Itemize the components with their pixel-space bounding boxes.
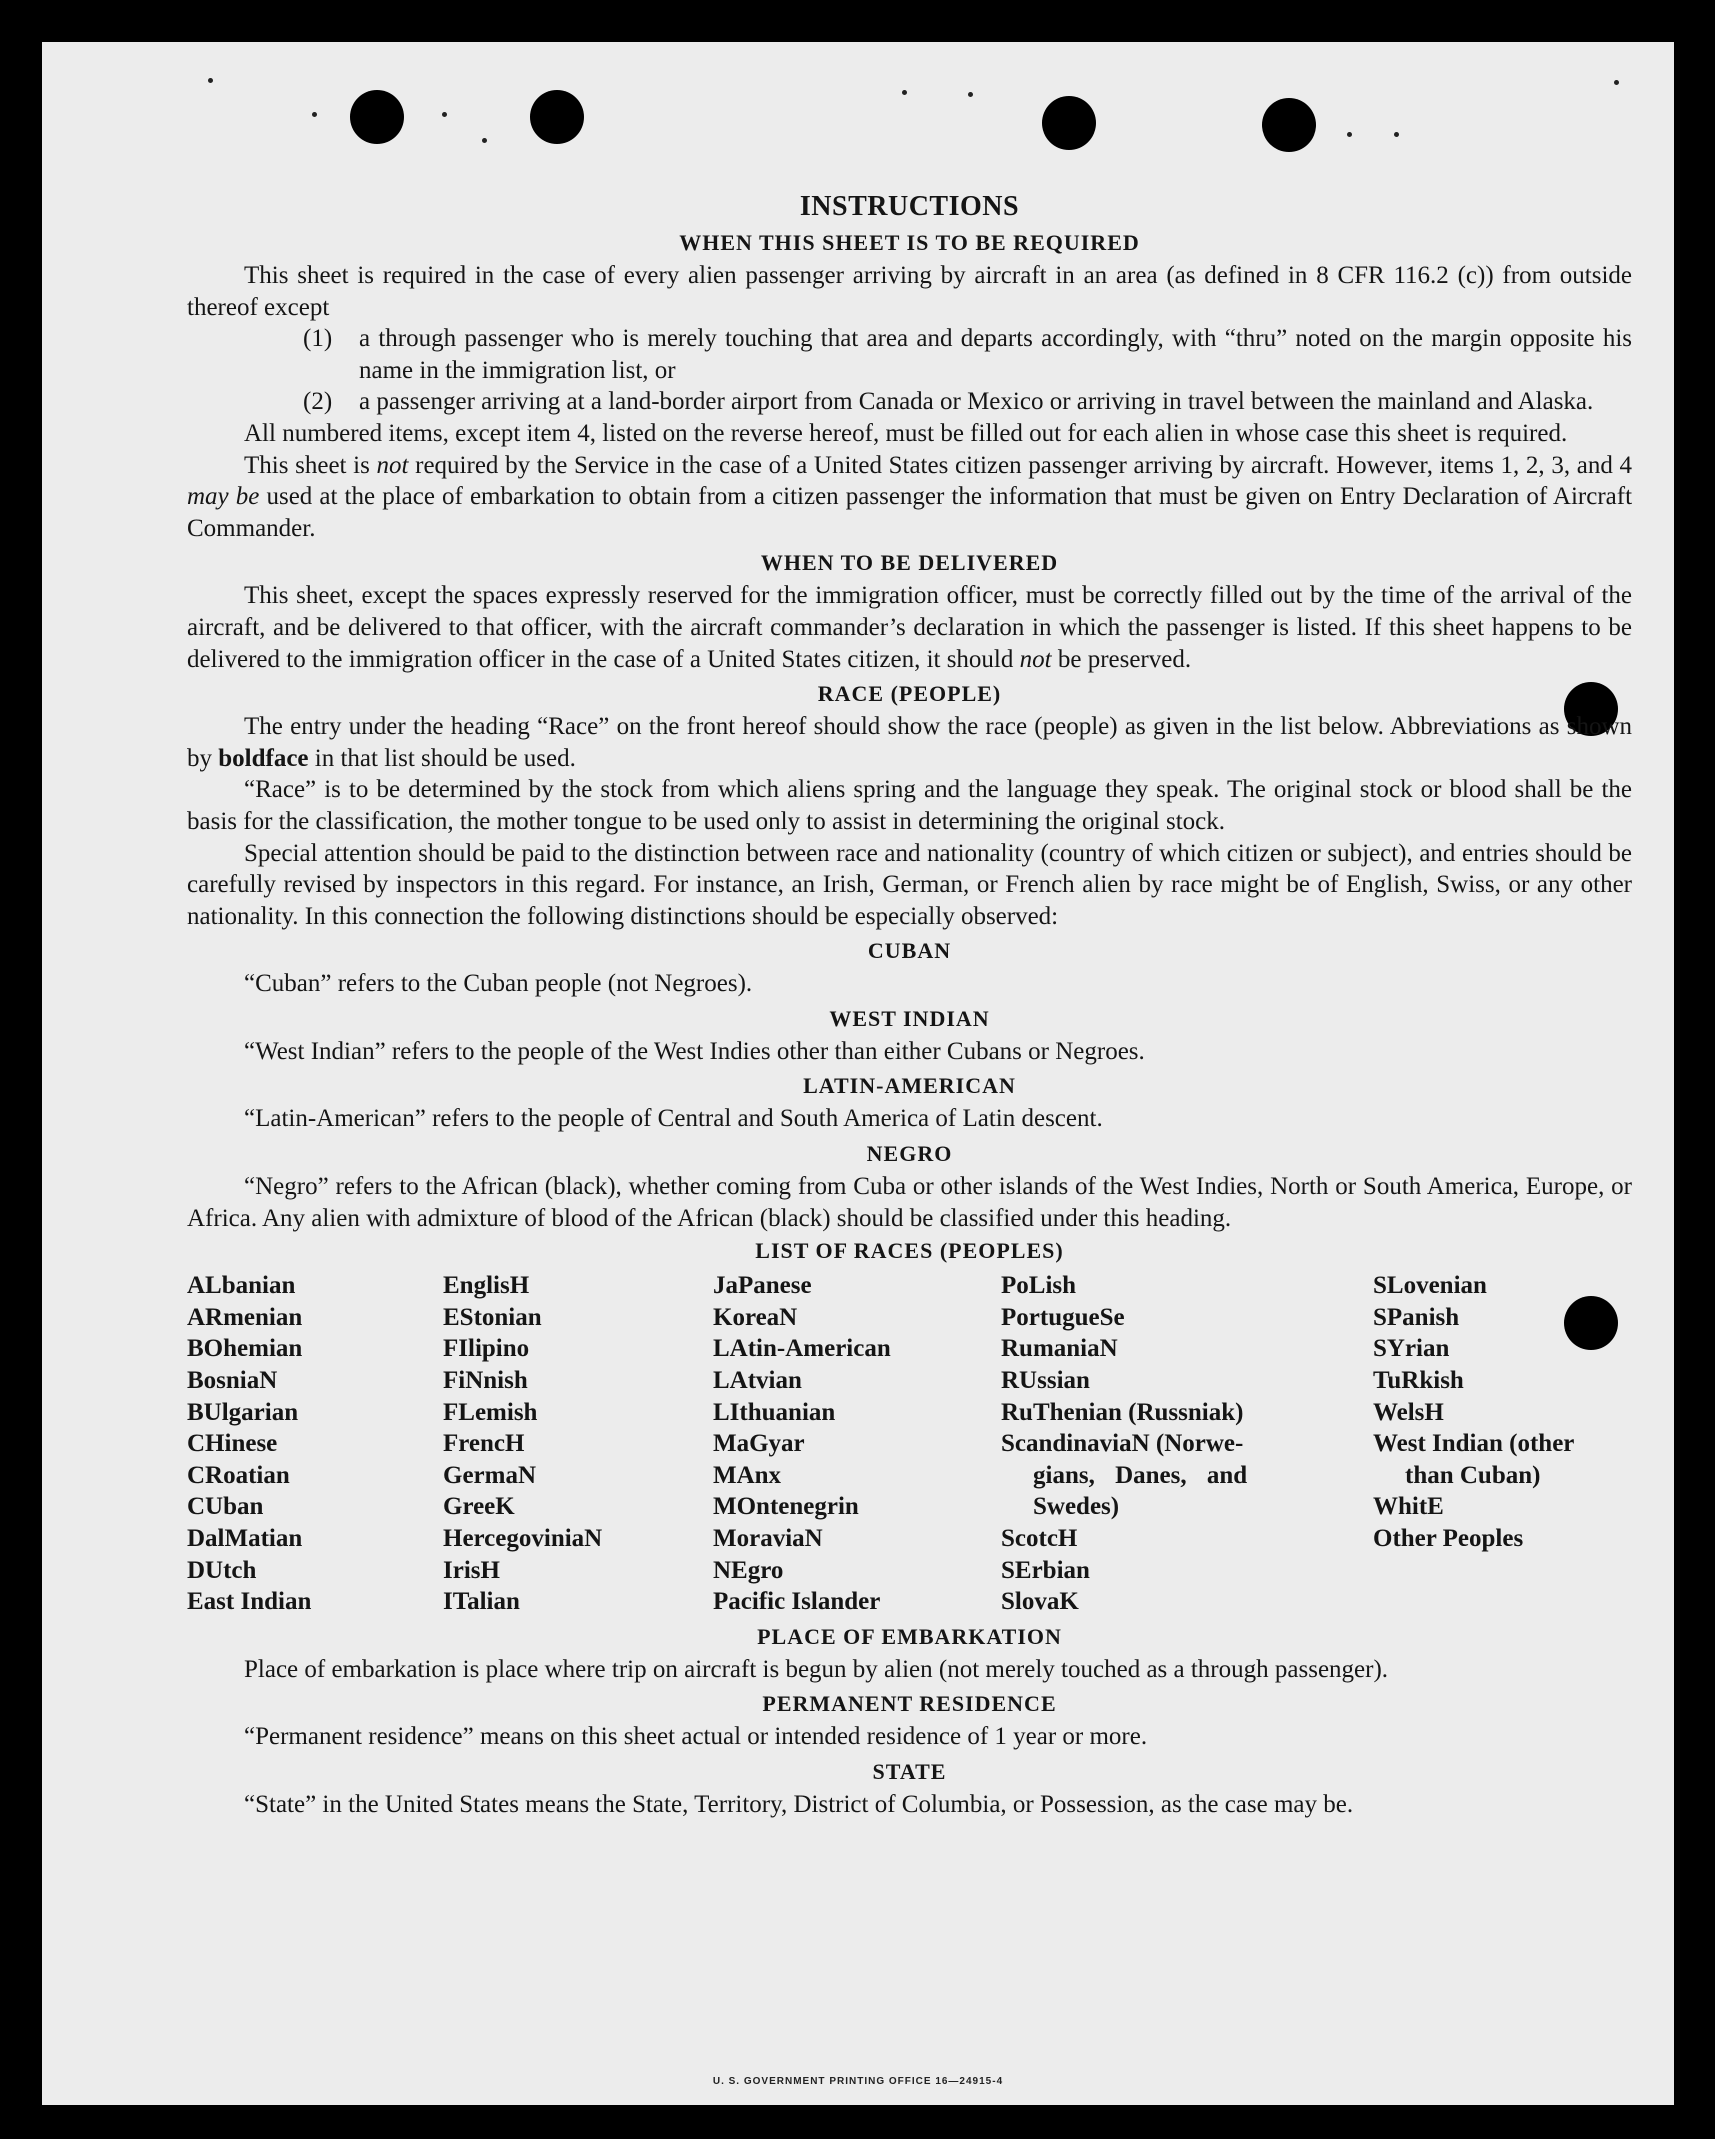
heading-west-indian: WEST INDIAN [829, 1005, 990, 1031]
heading-required: WHEN THIS SHEET IS TO BE REQUIRED [679, 230, 1140, 255]
list-item: KoreaN [713, 1303, 798, 1331]
list-item: RUssian [1001, 1367, 1090, 1395]
list-item: BUlgarian [187, 1398, 299, 1426]
list-item: SYrian [1373, 1335, 1450, 1363]
list-item: West Indian (other [1373, 1430, 1575, 1458]
speck [442, 112, 447, 117]
list-item: MoraviaN [713, 1525, 823, 1552]
west-indian-definition: “West Indian” refers to the people of the West Indies other than either Cubans or Negroes. [244, 1037, 1145, 1065]
list-item: CUban [187, 1493, 264, 1521]
race-paragraph-3: Special attention should be paid to the distinction between race and nationality (country of which citizen or subject), and entries should be carefully revised by inspectors in this regard. For instance, an Irish, German, or French alien by race might be of English, Swiss, or any other nationality. In this connection the following distinctions should be especially observed: [187, 839, 1632, 930]
races-column-1 [187, 1270, 443, 1618]
heading-state: STATE [872, 1758, 947, 1784]
list-item: GreeK [443, 1493, 515, 1521]
required-intro: This sheet is required in the case of every alien passenger arriving by aircraft in an area (as defined in 8 CFR 116.2 (c)) from outside thereof except [187, 262, 1632, 321]
heading-delivered: WHEN TO BE DELIVERED [760, 550, 1059, 576]
list-item: LIthuanian [713, 1398, 836, 1426]
list-item: GermaN [443, 1461, 537, 1489]
list-item: EnglisH [443, 1272, 530, 1300]
races-column-4 [1001, 1270, 1373, 1618]
item-text: a passenger arriving at a land-border airport from Canada or Mexico or arriving in travel between the mainland and Alaska. [359, 388, 1594, 416]
page-title: INSTRUCTIONS [799, 191, 1020, 222]
list-item: East Indian [187, 1588, 312, 1616]
punch-hole [350, 90, 404, 144]
list-item: DUtch [187, 1556, 257, 1584]
list-item: SLovenian [1373, 1272, 1487, 1300]
list-item: SErbian [1001, 1556, 1090, 1584]
latin-american-definition: “Latin-American” refers to the people of Central and South America of Latin descent. [244, 1105, 1103, 1133]
race-paragraph-1: The entry under the heading “Race” on the front hereof should show the race (people) as given in the list below. Abbreviations as shown by boldface in that list should be used. [187, 713, 1632, 772]
residence-definition: “Permanent residence” means on this sheet actual or intended residence of 1 year or more. [244, 1723, 1148, 1751]
speck [482, 138, 487, 143]
speck [1394, 132, 1399, 137]
list-item: WhitE [1373, 1493, 1444, 1521]
speck [208, 78, 213, 83]
punch-hole [530, 90, 584, 144]
list-item: FrencH [443, 1430, 525, 1458]
list-item: LAtvian [713, 1367, 802, 1395]
list-item: ITalian [443, 1588, 520, 1616]
list-item: DalMatian [187, 1525, 303, 1552]
list-item: TuRkish [1373, 1367, 1464, 1395]
list-item: SlovaK [1001, 1588, 1079, 1616]
list-item: ALbanian [187, 1272, 296, 1300]
printer-imprint: U. S. GOVERNMENT PRINTING OFFICE 16—24915-4 [712, 2076, 1004, 2087]
list-item: WelsH [1373, 1398, 1444, 1426]
heading-race: RACE (PEOPLE) [817, 681, 1002, 707]
numbered-items-paragraph: All numbered items, except item 4, listed on the reverse hereof, must be filled out for each alien in whose case this sheet is required. [244, 419, 1568, 447]
negro-definition: “Negro” refers to the African (black), whether coming from Cuba or other islands of the West Indies, North or South America, Europe, or Africa. Any alien with admixture of blood of the African (black) should be classified under this heading. [187, 1173, 1632, 1232]
list-item: BOhemian [187, 1335, 303, 1363]
list-item: CHinese [187, 1430, 278, 1458]
speck [902, 90, 907, 95]
heading-embarkation: PLACE OF EMBARKATION [757, 1623, 1062, 1649]
list-item: SPanish [1373, 1303, 1460, 1331]
list-item: PoLish [1001, 1272, 1077, 1300]
exception-item-2 [303, 386, 1632, 418]
list-item: PortugueSe [1001, 1303, 1125, 1331]
speck [312, 112, 317, 117]
list-item: Swedes) [1033, 1493, 1120, 1521]
punch-hole [1262, 98, 1316, 152]
list-item: gians, Danes, and [1033, 1461, 1248, 1489]
punch-hole [1042, 96, 1096, 150]
list-item: IrisH [443, 1556, 500, 1584]
list-item: ARmenian [187, 1303, 303, 1331]
list-item: than Cuban) [1405, 1461, 1541, 1489]
list-item: ScandinaviaN (Norwe- [1001, 1430, 1244, 1458]
citizen-paragraph: This sheet is not required by the Service in the case of a United States citizen passenger arriving by aircraft. However, items 1, 2, 3, and 4 may be used at the place of embarkation to obtain from a citizen passenger the information that must be given on Entry Declaration of Aircraft Commander. [187, 451, 1633, 542]
list-item: Pacific Islander [713, 1588, 881, 1616]
list-item: JaPanese [713, 1272, 812, 1300]
document-page [42, 42, 1674, 2105]
speck [1614, 80, 1619, 85]
heading-latin-american: LATIN-AMERICAN [803, 1073, 1016, 1099]
instructions-body [187, 190, 1632, 1821]
item-number: (2) [303, 388, 333, 416]
list-item: RumaniaN [1001, 1335, 1118, 1363]
speck [1347, 132, 1352, 137]
races-column-3 [713, 1270, 1001, 1618]
races-column-5 [1373, 1270, 1632, 1618]
heading-races-list: LIST OF RACES (PEOPLES) [755, 1238, 1064, 1264]
embarkation-definition: Place of embarkation is place where trip on aircraft is begun by alien (not merely touched as a through passenger). [244, 1655, 1389, 1683]
cuban-definition: “Cuban” refers to the Cuban people (not Negroes). [244, 970, 753, 998]
heading-residence: PERMANENT RESIDENCE [762, 1691, 1057, 1717]
list-item: EStonian [443, 1303, 542, 1331]
list-item: CRoatian [187, 1461, 290, 1489]
state-definition: “State” in the United States means the State, Territory, District of Columbia, or Possession, as the case may be. [244, 1790, 1354, 1818]
list-item: Other Peoples [1373, 1525, 1524, 1552]
item-text: a through passenger who is merely touching that area and departs accordingly, with “thru” noted on the margin opposite his name in the immigration list, or [359, 325, 1632, 384]
item-number: (1) [303, 325, 333, 353]
heading-negro: NEGRO [866, 1141, 953, 1167]
list-item: ScotcH [1001, 1525, 1078, 1552]
list-item: RuThenian (Russniak) [1001, 1398, 1244, 1426]
list-item: FLemish [443, 1398, 538, 1426]
list-item: FiNnish [443, 1367, 528, 1395]
list-item: LAtin-American [713, 1335, 891, 1363]
delivered-paragraph: This sheet, except the spaces expressly reserved for the immigration officer, must be correctly filled out by the time of the arrival of the aircraft, and be delivered to that officer, with the aircraft commander’s declaration in which the passenger is listed. If this sheet happens to be delivered to the immigration officer in the case of a United States citizen, it should not be preserved. [187, 582, 1632, 673]
list-item: MAnx [713, 1461, 782, 1489]
exception-item-1 [303, 323, 1632, 386]
list-item: HercegoviniaN [443, 1525, 603, 1552]
list-item: FIlipino [443, 1335, 530, 1363]
list-item: MaGyar [713, 1430, 805, 1458]
speck [968, 92, 973, 97]
races-column-2 [443, 1270, 713, 1618]
list-item: NEgro [713, 1556, 784, 1584]
list-item: MOntenegrin [713, 1493, 859, 1521]
race-paragraph-2: “Race” is to be determined by the stock from which aliens spring and the language they speak. The original stock or blood shall be the basis for the classification, the mother tongue to be used only to assist in determining the original stock. [187, 776, 1632, 835]
list-item: BosniaN [187, 1367, 278, 1395]
heading-cuban: CUBAN [867, 938, 952, 964]
races-list [187, 1270, 1632, 1618]
